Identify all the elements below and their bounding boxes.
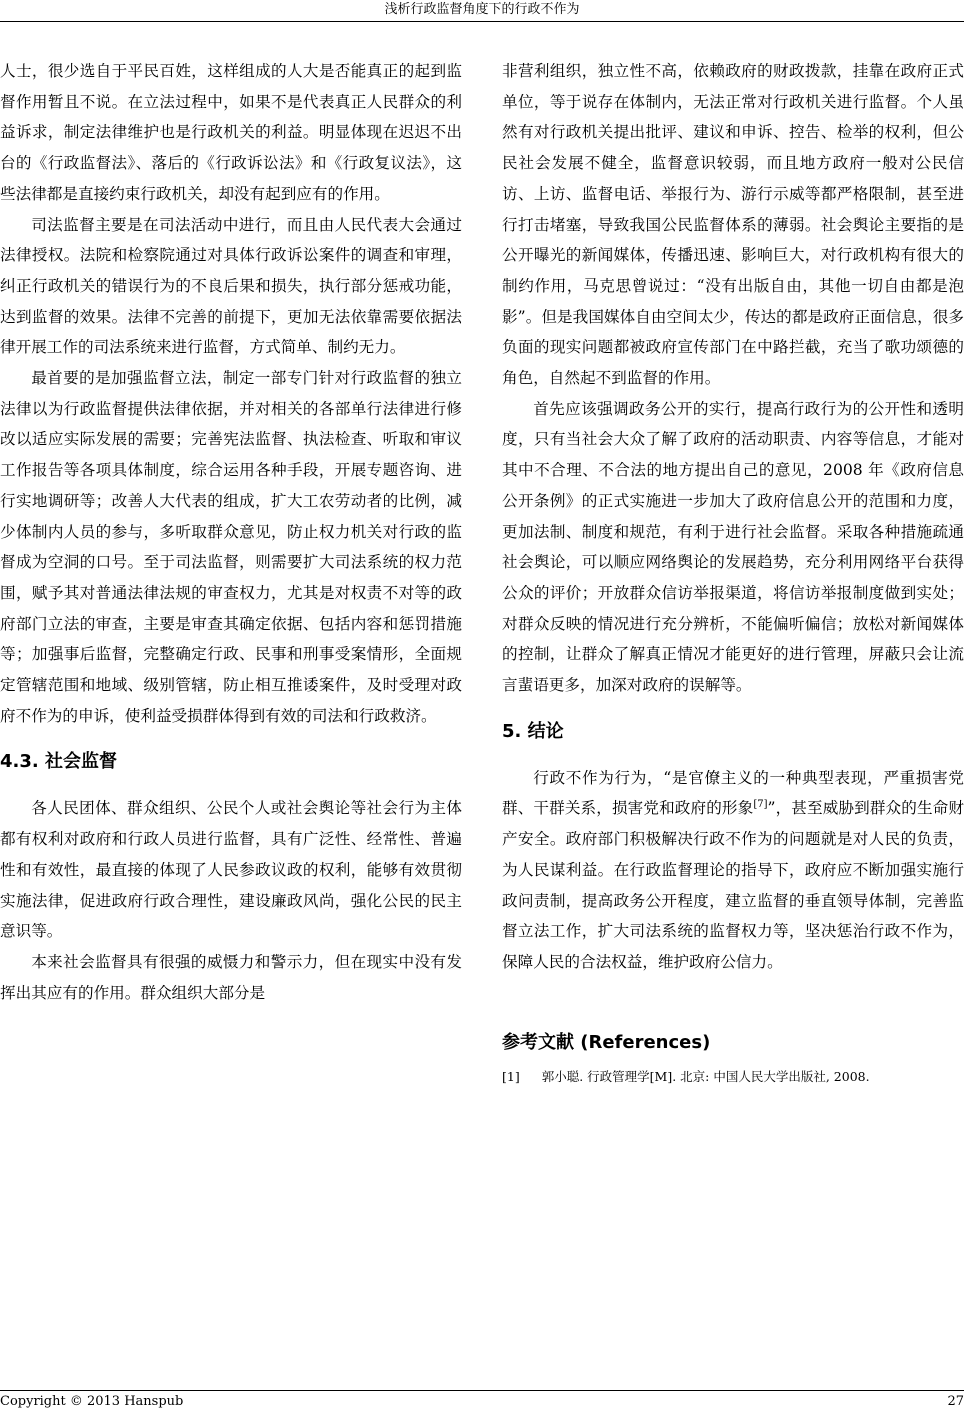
citation-7[interactable]: [7]: [753, 799, 768, 811]
right-paragraph-2: 首先应该强调政务公开的实行，提高行政行为的公开性和透明度，只有当社会大众了解了政府的活动职责、内容等信息，才能对其中不合理、不合法的地方提出自己的意见，2008 年《政府信息公开条例》的正式实施进一步加大了政府信息公开的范围和力度，更加法制、制度和规范，有利于进行社会监督。采取各种措施疏通社会舆论，可以顺应网络舆论的发展趋势，充分利用网络平台获得公众的评价；开放群众信访举报渠道，将信访举报制度做到实处；对群众反映的情况进行充分辨析，不能偏听偏信；放松对新闻媒体的控制，让群众了解真正情况才能更好的进行管理，屏蔽只会让流言蜚语更多，加深对政府的误解等。: [502, 399, 964, 695]
left-paragraph-2: 司法监督主要是在司法活动中进行，而且由人民代表大会通过法律授权。法院和检察院通过对具体行政诉讼案件的调查和审理，纠正行政机关的错误行为的不良后果和损失，执行部分惩戒功能，达到监督的效果。法律不完善的前提下，更加无法依靠需要依据法律开展工作的司法系统来进行监督，方式简单、制约无力。: [0, 215, 462, 357]
section-heading-4-3: 4.3. 社会监督: [0, 751, 117, 773]
left-paragraph-1: 人士，很少选自于平民百姓，这样组成的人大是否能真正的起到监督作用暂且不说。在立法过程中，如果不是代表真正人民群众的利益诉求，制定法律维护也是行政机关的利益。明显体现在迟迟不出台的《行政监督法》、落后的《行政诉讼法》和《行政复议法》，这些法律都是直接约束行政机关，却没有起到应有的作用。: [0, 62, 462, 203]
conclusion-text-start: 行政不作为行为，“是官僚主义的一种典型表现，严重损害党群、干群关系，损害党和政府的形象: [502, 768, 964, 818]
right-paragraph-3: [502, 763, 964, 978]
reference-number: [1]: [502, 1068, 520, 1084]
running-head: [0, 0, 964, 22]
conclusion-text-end: ”，甚至威胁到群众的生命财产安全。政府部门积极解决行政不作为的问题就是对人民的负责，为人民谋利益。在行政监督理论的指导下，政府应不断加强实施行政问责制，提高政务公开程度，建立监督的垂直领导体制，完善监督立法工作，扩大司法系统的监督权力等，坚决惩治行政不作为，保障人民的合法权益，维护政府公信力。: [502, 799, 964, 971]
left-column: [0, 56, 462, 1008]
section-heading-5: 5. 结论: [502, 720, 564, 742]
left-paragraph-3: 最首要的是加强监督立法，制定一部专门针对行政监督的独立法律以为行政监督提供法律依据，并对相关的各部单行法律进行修改以适应实际发展的需要；完善宪法监督、执法检查、听取和审议工作报告等各项具体制度，综合运用各种手段，开展专题咨询、进行实地调研等；改善人大代表的组成，扩大工农劳动者的比例，减少体制内人员的参与，多听取群众意见，防止权力机关对行政的监督成为空洞的口号。至于司法监督，则需要扩大司法系统的权力范围，赋予其对普通法律法规的审查权力，尤其是对权责不对等的政府部门立法的审查，主要是审查其确定依据、包括内容和惩罚措施等；加强事后监督，完整确定行政、民事和刑事受案情形，全面规定管辖范围和地域、级别管辖，防止相互推诿案件，及时受理对政府不作为的申诉，使利益受损群体得到有效的司法和行政救济。: [0, 369, 462, 725]
reference-item: [502, 1068, 964, 1086]
running-head-title: 浅析行政监督角度下的行政不作为: [384, 2, 580, 17]
left-paragraph-5: 本来社会监督具有很强的威慑力和警示力，但在现实中没有发挥出其应有的作用。群众组织大部分是: [0, 952, 462, 1002]
right-paragraph-1: 非营利组织，独立性不高，依赖政府的财政拨款，挂靠在政府正式单位，等于说存在体制内，无法正常对行政机关进行监督。个人虽然有对行政机关提出批评、建议和申诉、控告、检举的权利，但公民社会发展不健全，监督意识较弱，而且地方政府一般对公民信访、上访、监督电话、举报行为、游行示威等都严格限制，甚至进行打击堵塞，导致我国公民监督体系的薄弱。社会舆论主要指的是公开曝光的新闻媒体，传播迅速、影响巨大，对行政机构有很大的制约作用，马克思曾说过：“没有出版自由，其他一切自由都是泡影”。但是我国媒体自由空间太少，传达的都是政府正面信息，很多负面的现实问题都被政府宣传部门在中路拦截，充当了歌功颂德的角色，自然起不到监督的作用。: [502, 62, 964, 388]
reference-text: 郭小聪. 行政管理学[M]. 北京: 中国人民大学出版社, 2008.: [541, 1068, 870, 1084]
right-column: [502, 56, 964, 1086]
page-number: 27: [947, 1394, 964, 1409]
left-paragraph-4: 各人民团体、群众组织、公民个人或社会舆论等社会行为主体都有权利对政府和行政人员进行监督，具有广泛性、经常性、普遍性和有效性，最直接的体现了人民参政议政的权利，能够有效贯彻实施法律，促进政府行政合理性，建设廉政风尚，强化公民的民主意识等。: [0, 799, 462, 941]
page-footer: [0, 1390, 964, 1414]
copyright-notice: Copyright © 2013 Hanspub: [0, 1394, 184, 1409]
references-heading: 参考文献 (References): [502, 1031, 711, 1053]
